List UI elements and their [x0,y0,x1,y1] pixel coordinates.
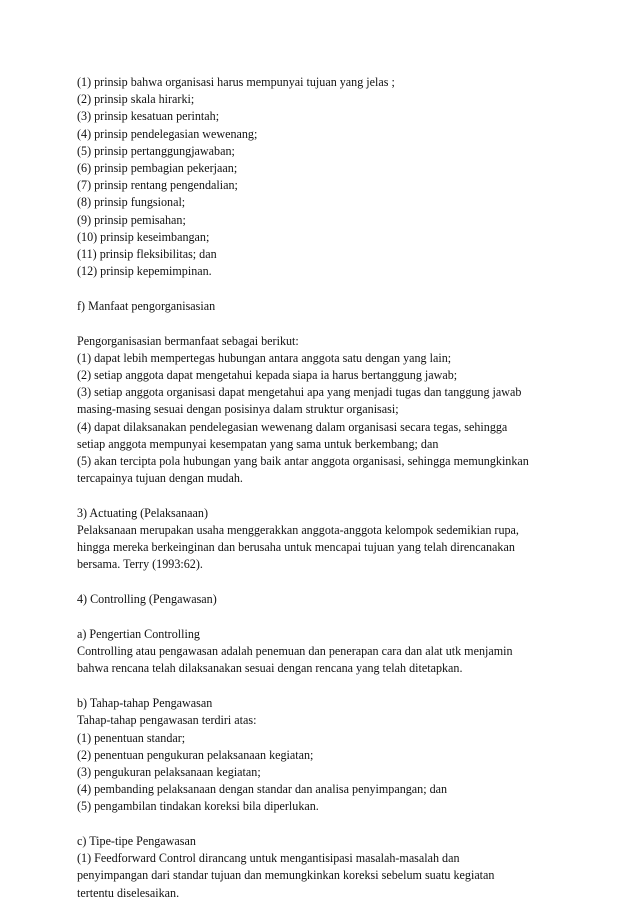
text-line: Pelaksanaan merupakan usaha menggerakkan anggota-anggota kelompok sedemikian rupa, [77,523,519,538]
paragraph-gap [77,678,597,696]
list-item: (3) setiap anggota organisasi dapat mengetahui apa yang menjadi tugas dan tanggung jawab [77,385,522,400]
text-line: penyimpangan dari standar tujuan dan memungkinkan koreksi sebelum suatu kegiatan [77,868,495,883]
list-item: (2) setiap anggota dapat mengetahui kepada siapa ia harus bertanggung jawab; [77,368,458,382]
paragraph-gap [77,608,597,626]
list-item: (3) prinsip kesatuan perintah; [77,109,220,124]
document-body [77,74,597,902]
subsection-heading-tahap: b) Tahap-tahap Pengawasan [77,696,213,711]
list-item: (4) dapat dilaksanakan pendelegasian wewenang dalam organisasi secara tegas, sehingga [77,419,508,434]
subsection-heading-tipe: c) Tipe-tipe Pengawasan [77,834,196,849]
list-item: (5) akan tercipta pola hubungan yang baik antar anggota organisasi, sehingga memungkinkan [77,453,529,468]
list-item: (5) pengambilan tindakan koreksi bila diperlukan. [77,799,319,814]
text-line: masing-masing sesuai dengan posisinya dalam struktur organisasi; [77,402,399,417]
list-item: (3) pengukuran pelaksanaan kegiatan; [77,764,261,779]
list-item: (5) prinsip pertanggungjawaban; [77,143,235,158]
paragraph-gap [77,315,597,333]
list-item: (4) pembanding pelaksanaan dengan standar dan analisa penyimpangan; dan [77,782,448,797]
text-line: hingga mereka berkeinginan dan berusaha untuk mencapai tujuan yang telah direncanakan [77,540,515,555]
list-item: (1) dapat lebih mempertegas hubungan antara anggota satu dengan yang lain; [77,350,452,365]
text-line: Tahap-tahap pengawasan terdiri atas: [77,713,257,728]
text-line: tertentu diselesaikan. [77,885,180,900]
tahap-paragraph [77,695,597,815]
list-item: (1) Feedforward Control dirancang untuk mengantisipasi masalah-masalah dan [77,851,460,866]
paragraph-gap [77,280,597,298]
list-item: (1) penentuan standar; [77,730,186,745]
paragraph-gap [77,816,597,834]
list-item: (7) prinsip rentang pengendalian; [77,178,238,193]
list-item: (1) prinsip bahwa organisasi harus mempunyai tujuan yang jelas ; [77,75,395,89]
list-item: (11) prinsip fleksibilitas; dan [77,246,217,261]
text-line: setiap anggota mempunyai kesempatan yang sama untuk berkembang; dan [77,436,439,451]
list-item: (9) prinsip pemisahan; [77,212,186,227]
list-item: (10) prinsip keseimbangan; [77,229,210,244]
section-heading-actuating: 3) Actuating (Pelaksanaan) [77,505,208,520]
text-line: bahwa rencana telah dilaksanakan sesuai dengan rencana yang telah ditetapkan. [77,661,463,676]
text-line: Pengorganisasian bermanfaat sebagai berikut: [77,333,299,348]
text-line: bersama. Terry (1993:62). [77,557,203,572]
actuating-paragraph [77,505,597,574]
subsection-heading-pengertian: a) Pengertian Controlling [77,627,200,642]
list-item: (6) prinsip pembagian pekerjaan; [77,160,238,175]
list-item: (2) prinsip skala hirarki; [77,92,195,107]
text-line: Controlling atau pengawasan adalah penemuan dan penerapan cara dan alat utk menjamin [77,644,513,659]
paragraph-gap [77,574,597,592]
list-item: (8) prinsip fungsional; [77,195,186,210]
prinsip-list [77,74,597,280]
tipe-paragraph [77,833,597,902]
text-line: tercapainya tujuan dengan mudah. [77,471,243,486]
list-item: (4) prinsip pendelegasian wewenang; [77,126,258,141]
section-heading-manfaat: f) Manfaat pengorganisasian [77,298,216,313]
list-item: (2) penentuan pengukuran pelaksanaan kegiatan; [77,747,314,762]
pengertian-paragraph [77,626,597,678]
paragraph-gap [77,487,597,505]
list-item: (12) prinsip kepemimpinan. [77,264,212,279]
manfaat-paragraph [77,333,597,488]
section-heading-controlling: 4) Controlling (Pengawasan) [77,592,217,607]
